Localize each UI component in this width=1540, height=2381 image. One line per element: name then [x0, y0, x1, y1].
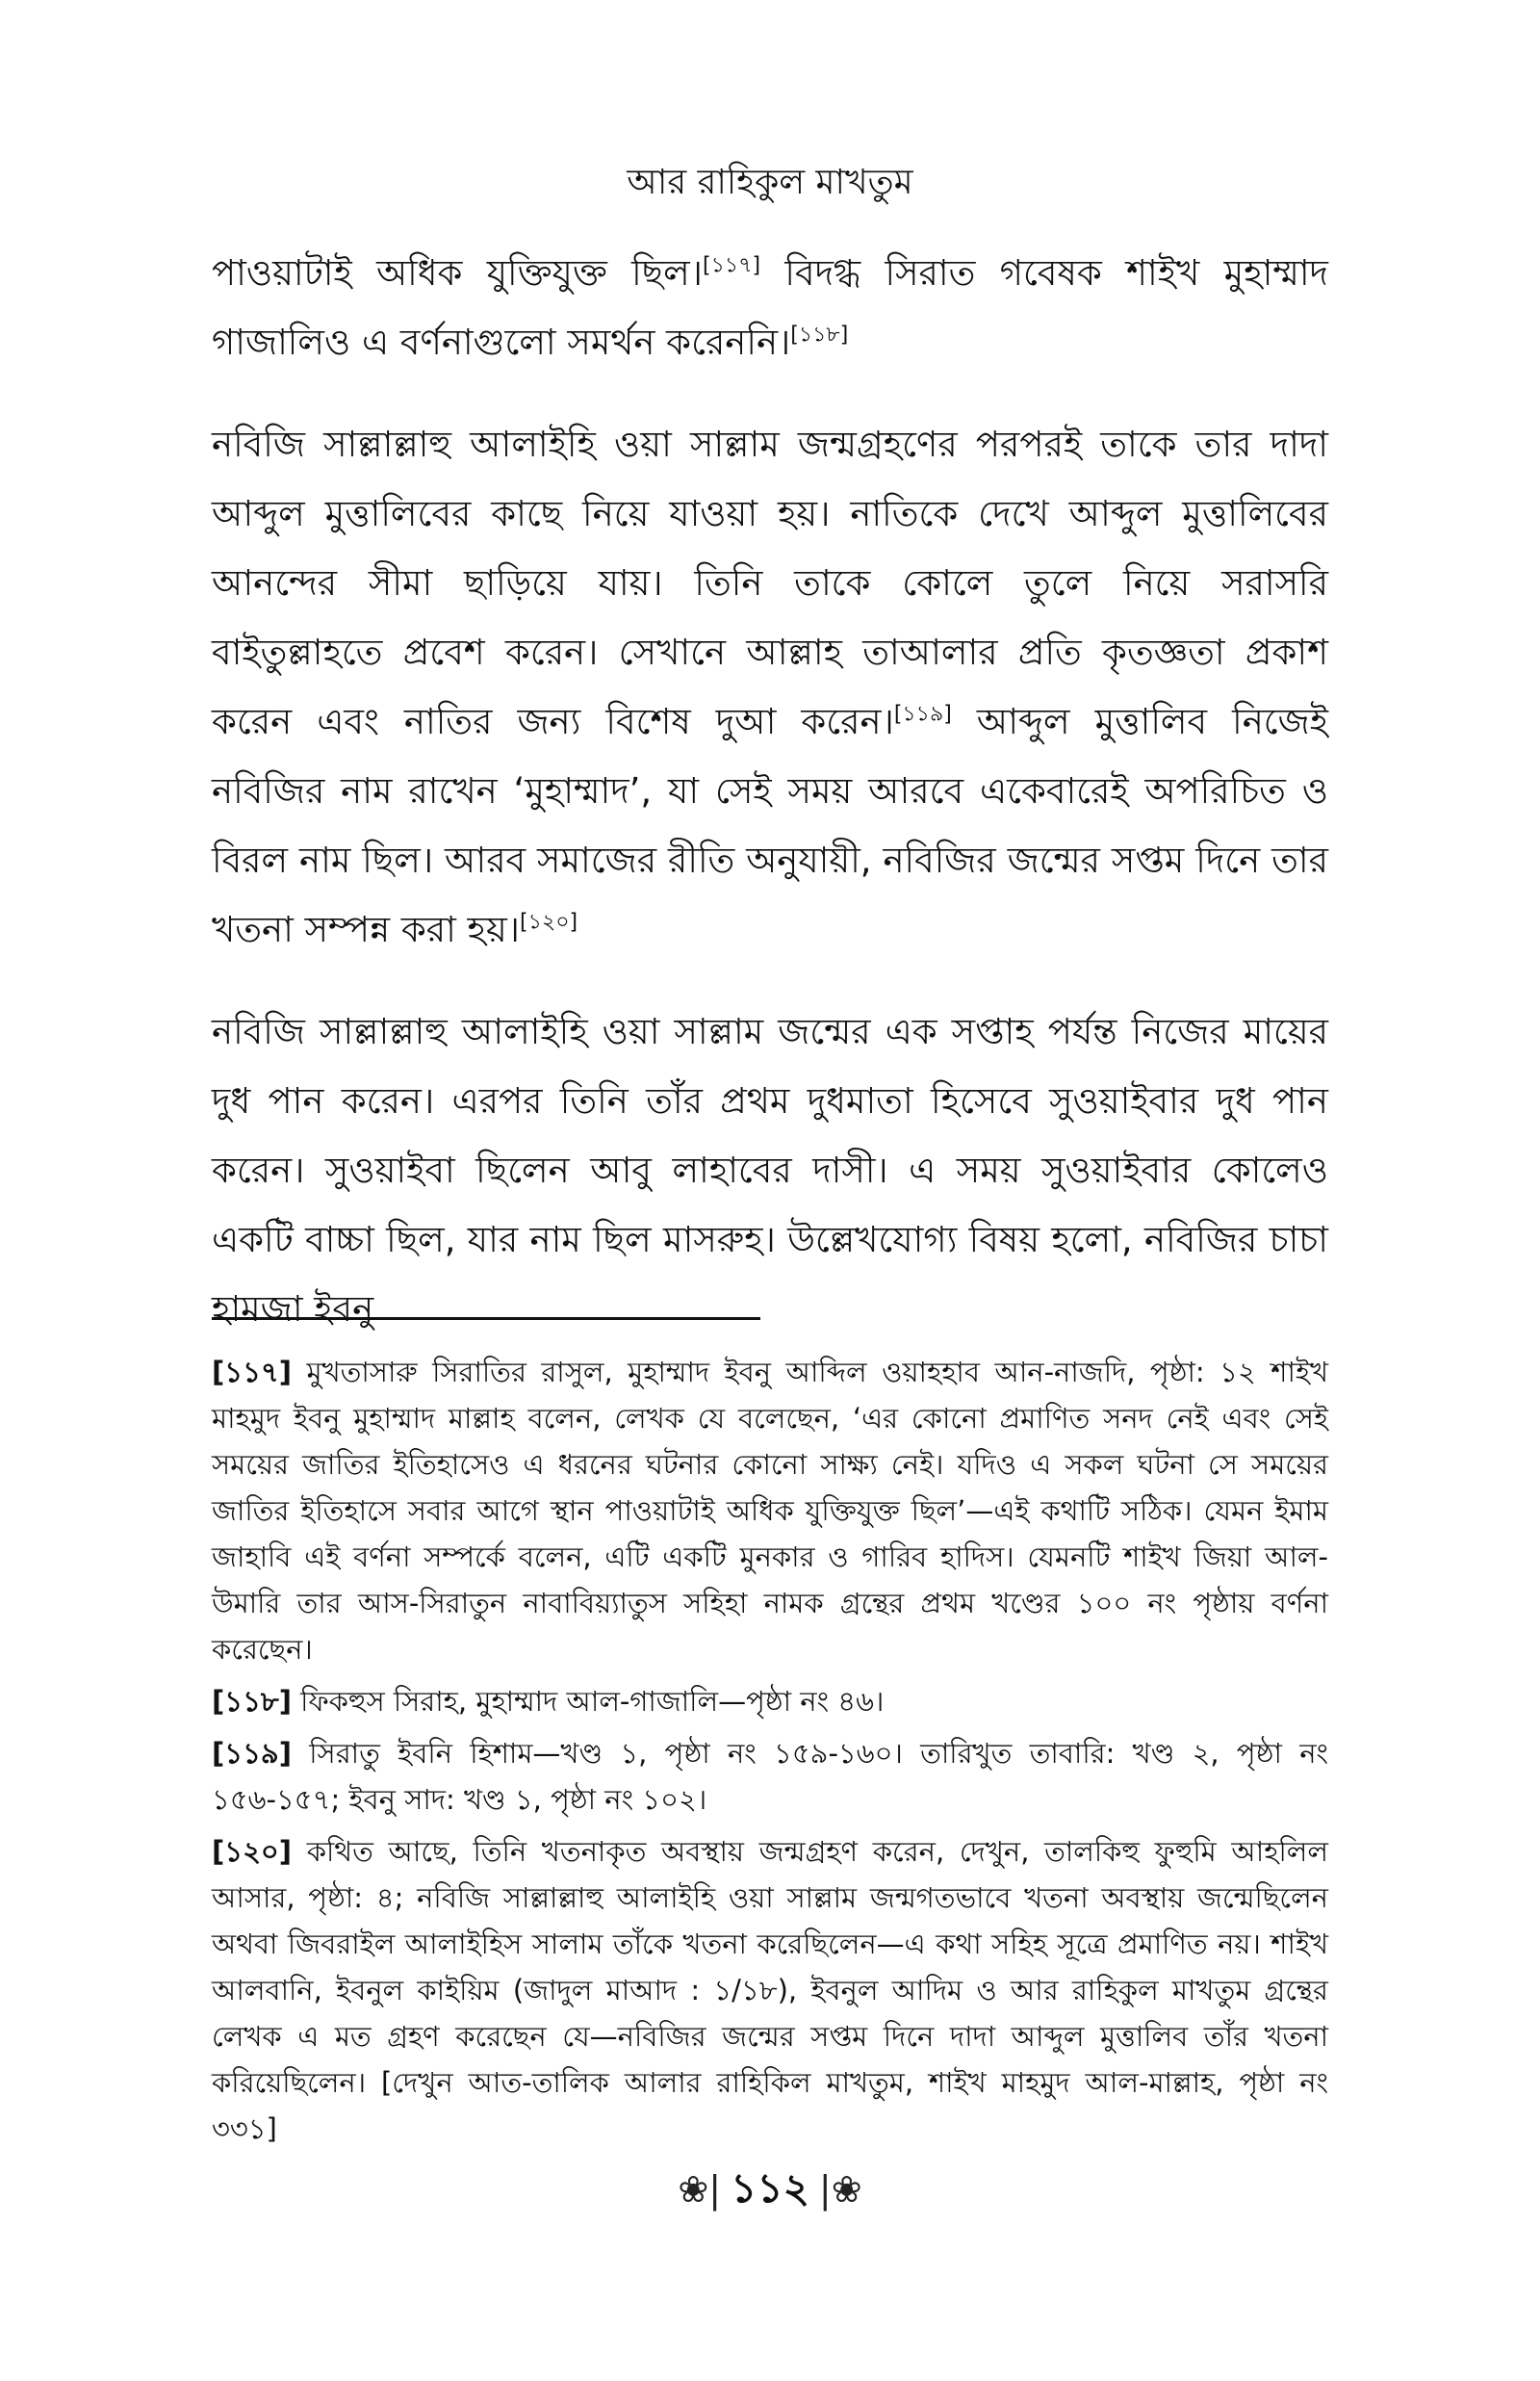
- footnotes-section: [212, 1317, 1328, 2158]
- footnote-118: [১১৮] ফিকহুস সিরাহ, মুহাম্মাদ আল-গাজালি—পৃষ্ঠা নং ৪৬।: [212, 1685, 885, 1718]
- footnote-ref-120[interactable]: [১২০]: [520, 910, 578, 935]
- main-text-block: [212, 144, 1328, 1377]
- flower-ornament-right-icon: |❀: [818, 2168, 862, 2211]
- running-head: আর রাহিকুল মাখতুম: [627, 163, 913, 202]
- footnote-119: [১১৯] সিরাতু ইবনি হিশাম—খণ্ড ১, পৃষ্ঠা নং ১৫৯-১৬০। তারিখুত তাবারি: খণ্ড ২, পৃষ্ঠা নং ১৫৬-১৫৭; ইবনু সাদ: খণ্ড ১, পৃষ্ঠা নং ১০২।: [212, 1737, 1328, 1816]
- page-number-footer: [0, 2157, 1540, 2225]
- footnote-mark: [১১৮]: [212, 1685, 292, 1718]
- body-paragraph-1: পাওয়াটাই অধিক যুক্তিযুক্ত ছিল।[১১৭] বিদগ্ধ সিরাত গবেষক শাইখ মুহাম্মাদ গাজালিও এ বর্ণনাগুলো সমর্থন করেননি।[১১৮]: [212, 252, 1328, 363]
- footnote-117: [১১৭] মুখতাসারু সিরাতির রাসুল, মুহাম্মাদ ইবনু আব্দিল ওয়াহহাব আন-নাজদি, পৃষ্ঠা: ১২ শাইখ মাহমুদ ইবনু মুহাম্মাদ মাল্লাহ বলেন, লেখক যে বলেছেন, ‘এর কোনো প্রমাণিত সনদ নেই এবং সেই সময়ের জাতির ইতিহাসেও এ ধরনের ঘটনার কোনো সাক্ষ্য নেই। যদিও এ সকল ঘটনা সে সময়ের জাতির ইতিহাসে সবার আগে স্থান পাওয়াটাই অধিক যুক্তিযুক্ত ছিল’—এই কথাটি সঠিক। যেমন ইমাম জাহাবি এই বর্ণনা সম্পর্কে বলেন, এটি একটি মুনকার ও গারিব হাদিস। যেমনটি শাইখ জিয়া আল-উমারি তার আস-সিরাতুন নাবাবিয়্যাতুস সহিহা নামক গ্রন্থের প্রথম খণ্ডের ১০০ নং পৃষ্ঠায় বর্ণনা করেছেন।: [212, 1356, 1328, 1666]
- footnote-120: [১২০] কথিত আছে, তিনি খতনাকৃত অবস্থায় জন্মগ্রহণ করেন, দেখুন, তালকিহু ফুহুমি আহলিল আসার, পৃষ্ঠা: ৪; নবিজি সাল্লাল্লাহু আলাইহি ওয়া সাল্লাম জন্মগতভাবে খতনা অবস্থায় জন্মেছিলেন অথবা জিবরাইল আলাইহিস সালাম তাঁকে খতনা করেছিলেন—এ কথা সহিহ সূত্রে প্রমাণিত নয়। শাইখ আলবানি, ইবনুল কাইয়িম (জাদুল মাআদ : ১/১৮), ইবনুল আদিম ও আর রাহিকুল মাখতুম গ্রন্থের লেখক এ মত গ্রহণ করেছেন যে—নবিজির জন্মের সপ্তম দিনে দাদা আব্দুল মুত্তালিব তাঁর খতনা করিয়েছিলেন। [দেখুন আত-তালিক আলার রাহিকিল মাখতুম, শাইখ মাহমুদ আল-মাল্লাহ, পৃষ্ঠা নং ৩৩১]: [212, 1835, 1328, 2145]
- flower-ornament-left-icon: ❀|: [678, 2168, 722, 2211]
- footnote-mark: [১১৯]: [212, 1737, 292, 1770]
- footnote-ref-117[interactable]: [১১৭]: [703, 253, 761, 278]
- footnote-mark: [১১৭]: [212, 1356, 292, 1388]
- footnote-mark: [১২০]: [212, 1835, 293, 1868]
- page-number: ১১২: [731, 2164, 809, 2212]
- body-paragraph-2: নবিজি সাল্লাল্লাহু আলাইহি ওয়া সাল্লাম জন্মগ্রহণের পরপরই তাকে তার দাদা আব্দুল মুত্তালিবের কাছে নিয়ে যাওয়া হয়। নাতিকে দেখে আব্দুল মুত্তালিবের আনন্দের সীমা ছাড়িয়ে যায়। তিনি তাকে কোলে তুলে নিয়ে সরাসরি বাইতুল্লাহতে প্রবেশ করেন। সেখানে আল্লাহ তাআলার প্রতি কৃতজ্ঞতা প্রকাশ করেন এবং নাতির জন্য বিশেষ দুআ করেন।[১১৯] আব্দুল মুত্তালিব নিজেই নবিজির নাম রাখেন ‘মুহাম্মাদ’, যা সেই সময় আরবে একেবারেই অপরিচিত ও বিরল নাম ছিল। আরব সমাজের রীতি অনুযায়ী, নবিজির জন্মের সপ্তম দিনে তার খতনা সম্পন্ন করা হয়।[১২০]: [212, 424, 1328, 950]
- body-paragraph-3: নবিজি সাল্লাল্লাহু আলাইহি ওয়া সাল্লাম জন্মের এক সপ্তাহ পর্যন্ত নিজের মায়ের দুধ পান করেন। এরপর তিনি তাঁর প্রথম দুধমাতা হিসেবে সুওয়াইবার দুধ পান করেন। সুওয়াইবা ছিলেন আবু লাহাবের দাসী। এ সময় সুওয়াইবার কোলেও একটি বাচ্চা ছিল, যার নাম ছিল মাসরুহ। উল্লেখযোগ্য বিষয় হলো, নবিজির চাচা হামজা ইবনু: [212, 1011, 1328, 1330]
- footnote-ref-118[interactable]: [১১৮]: [790, 323, 849, 348]
- footnote-ref-119[interactable]: [১১৯]: [893, 702, 952, 727]
- footnote-divider: [212, 1317, 760, 1320]
